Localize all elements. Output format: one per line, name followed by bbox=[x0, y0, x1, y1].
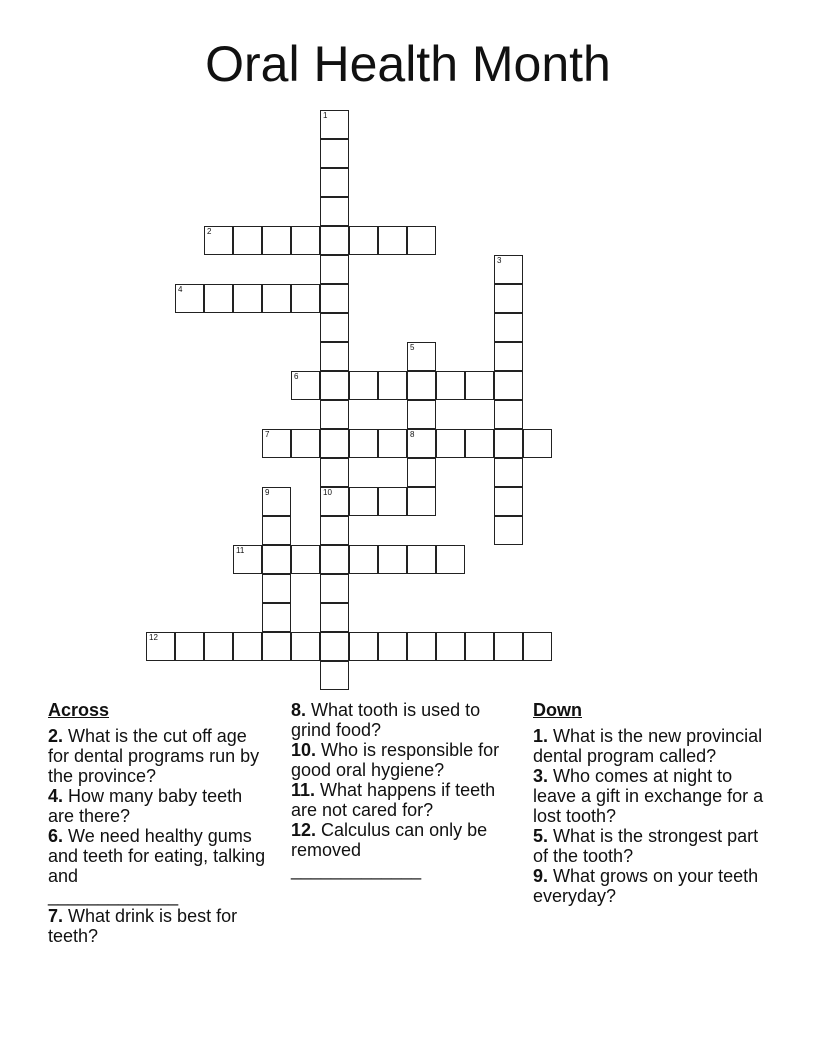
grid-cell[interactable] bbox=[262, 284, 291, 313]
clue-number: 9. bbox=[533, 866, 549, 886]
grid-cell[interactable] bbox=[233, 226, 262, 255]
across-heading: Across bbox=[48, 700, 110, 720]
grid-cell[interactable] bbox=[494, 516, 523, 545]
clue-across-10 bbox=[291, 740, 513, 780]
cell-number: 5 bbox=[410, 343, 415, 352]
grid-cell[interactable] bbox=[320, 429, 349, 458]
clue-text: What grows on your teeth everyday? bbox=[533, 866, 759, 906]
clue-number: 7. bbox=[48, 906, 64, 926]
grid-cell[interactable] bbox=[378, 545, 407, 574]
clue-down-9 bbox=[533, 866, 773, 906]
clue-across-2 bbox=[48, 726, 270, 786]
grid-cell[interactable] bbox=[262, 632, 291, 661]
grid-cell[interactable] bbox=[320, 487, 349, 516]
grid-cell[interactable] bbox=[262, 226, 291, 255]
clue-number: 6. bbox=[48, 826, 64, 846]
grid-cell[interactable] bbox=[262, 429, 291, 458]
grid-cell[interactable] bbox=[465, 371, 494, 400]
clue-text: What is the new provincial dental program called? bbox=[533, 726, 763, 766]
clue-text: What happens if teeth are not cared for? bbox=[291, 780, 496, 820]
clue-text: Who is responsible for good oral hygiene? bbox=[291, 740, 500, 780]
grid-cell[interactable] bbox=[320, 284, 349, 313]
grid-cell[interactable] bbox=[378, 226, 407, 255]
grid-cell[interactable] bbox=[233, 284, 262, 313]
cell-number: 12 bbox=[149, 633, 158, 642]
clue-across-12 bbox=[291, 820, 513, 880]
grid-cell[interactable] bbox=[523, 632, 552, 661]
grid-cell[interactable] bbox=[291, 429, 320, 458]
grid-cell[interactable] bbox=[320, 313, 349, 342]
grid-cell[interactable] bbox=[320, 545, 349, 574]
clues-down-column bbox=[533, 700, 773, 906]
grid-cell[interactable] bbox=[320, 168, 349, 197]
clue-text: We need healthy gums and teeth for eating, talking and bbox=[48, 826, 266, 886]
clue-down-5 bbox=[533, 826, 773, 866]
clue-down-3 bbox=[533, 766, 773, 826]
down-heading: Down bbox=[533, 700, 582, 720]
clue-number: 4. bbox=[48, 786, 64, 806]
clue-text: What is the strongest part of the tooth? bbox=[533, 826, 759, 866]
grid-cell[interactable] bbox=[494, 429, 523, 458]
grid-cell[interactable] bbox=[407, 371, 436, 400]
clue-text: Calculus can only be removed bbox=[291, 820, 488, 860]
clue-number: 8. bbox=[291, 700, 307, 720]
grid-cell[interactable] bbox=[494, 632, 523, 661]
clue-text: How many baby teeth are there? bbox=[48, 786, 243, 826]
grid-cell[interactable] bbox=[320, 342, 349, 371]
grid-cell[interactable] bbox=[320, 371, 349, 400]
grid-cell[interactable] bbox=[494, 400, 523, 429]
clue-text: What tooth is used to grind food? bbox=[291, 700, 481, 740]
grid-cell[interactable] bbox=[320, 197, 349, 226]
clue-across-7 bbox=[48, 906, 270, 946]
grid-cell[interactable] bbox=[291, 226, 320, 255]
grid-cell[interactable] bbox=[320, 226, 349, 255]
grid-cell[interactable] bbox=[262, 574, 291, 603]
grid-cell[interactable] bbox=[320, 661, 349, 690]
grid-cell[interactable] bbox=[204, 226, 233, 255]
grid-cell[interactable] bbox=[291, 545, 320, 574]
grid-cell[interactable] bbox=[320, 632, 349, 661]
grid-cell[interactable] bbox=[378, 487, 407, 516]
answer-blank: _____________ bbox=[48, 886, 179, 906]
grid-cell[interactable] bbox=[204, 284, 233, 313]
grid-cell[interactable] bbox=[407, 487, 436, 516]
grid-cell[interactable] bbox=[349, 226, 378, 255]
grid-cell[interactable] bbox=[494, 255, 523, 284]
grid-cell[interactable] bbox=[175, 632, 204, 661]
grid-cell[interactable] bbox=[436, 632, 465, 661]
clue-number: 3. bbox=[533, 766, 549, 786]
cell-number: 6 bbox=[294, 372, 299, 381]
clue-across-6 bbox=[48, 826, 270, 906]
grid-cell[interactable] bbox=[494, 313, 523, 342]
clue-across-4 bbox=[48, 786, 270, 826]
grid-cell[interactable] bbox=[407, 342, 436, 371]
grid-cell[interactable] bbox=[465, 632, 494, 661]
grid-cell[interactable] bbox=[494, 458, 523, 487]
grid-cell[interactable] bbox=[436, 371, 465, 400]
grid-cell[interactable] bbox=[407, 458, 436, 487]
grid-cell[interactable] bbox=[407, 632, 436, 661]
clue-text: Who comes at night to leave a gift in exchange for a lost tooth? bbox=[533, 766, 764, 826]
grid-cell[interactable] bbox=[349, 632, 378, 661]
grid-cell[interactable] bbox=[262, 516, 291, 545]
grid-cell[interactable] bbox=[233, 632, 262, 661]
grid-cell[interactable] bbox=[378, 429, 407, 458]
grid-cell[interactable] bbox=[320, 574, 349, 603]
grid-cell[interactable] bbox=[407, 400, 436, 429]
cell-number: 8 bbox=[410, 430, 415, 439]
clue-across-8 bbox=[291, 700, 513, 740]
puzzle-title: Oral Health Month bbox=[205, 36, 611, 92]
grid-cell[interactable] bbox=[349, 371, 378, 400]
cell-number: 1 bbox=[323, 111, 328, 120]
clue-text: What drink is best for teeth? bbox=[48, 906, 238, 946]
grid-cell[interactable] bbox=[175, 284, 204, 313]
clue-number: 1. bbox=[533, 726, 549, 746]
grid-cell[interactable] bbox=[349, 487, 378, 516]
grid-cell[interactable] bbox=[407, 226, 436, 255]
grid-cell[interactable] bbox=[465, 429, 494, 458]
clue-down-1 bbox=[533, 726, 773, 766]
clues-across-column-1 bbox=[48, 700, 270, 946]
grid-cell[interactable] bbox=[262, 487, 291, 516]
cell-number: 4 bbox=[178, 285, 183, 294]
grid-cell[interactable] bbox=[523, 429, 552, 458]
grid-cell[interactable] bbox=[436, 545, 465, 574]
grid-cell[interactable] bbox=[407, 545, 436, 574]
grid-cell[interactable] bbox=[494, 371, 523, 400]
grid-cell[interactable] bbox=[146, 632, 175, 661]
clues-across-column-2 bbox=[291, 700, 513, 880]
clue-number: 12. bbox=[291, 820, 317, 840]
clue-number: 11. bbox=[291, 780, 316, 800]
clue-number: 10. bbox=[291, 740, 317, 760]
cell-number: 3 bbox=[497, 256, 502, 265]
grid-cell[interactable] bbox=[320, 255, 349, 284]
grid-cell[interactable] bbox=[204, 632, 233, 661]
grid-cell[interactable] bbox=[494, 342, 523, 371]
cell-number: 11 bbox=[236, 546, 245, 555]
grid-cell[interactable] bbox=[320, 139, 349, 168]
grid-cell[interactable] bbox=[291, 632, 320, 661]
cell-number: 10 bbox=[323, 488, 332, 497]
grid-cell[interactable] bbox=[320, 458, 349, 487]
cell-number: 2 bbox=[207, 227, 212, 236]
grid-cell[interactable] bbox=[494, 284, 523, 313]
grid-cell[interactable] bbox=[349, 545, 378, 574]
grid-cell[interactable] bbox=[436, 429, 465, 458]
clue-text: What is the cut off age for dental programs run by the province? bbox=[48, 726, 260, 786]
grid-cell[interactable] bbox=[262, 545, 291, 574]
grid-cell[interactable] bbox=[233, 545, 262, 574]
grid-cell[interactable] bbox=[320, 516, 349, 545]
cell-number: 9 bbox=[265, 488, 270, 497]
grid-cell[interactable] bbox=[494, 487, 523, 516]
grid-cell[interactable] bbox=[407, 429, 436, 458]
grid-cell[interactable] bbox=[349, 429, 378, 458]
clue-number: 5. bbox=[533, 826, 549, 846]
clue-number: 2. bbox=[48, 726, 64, 746]
grid-cell[interactable] bbox=[378, 632, 407, 661]
grid-cell[interactable] bbox=[378, 371, 407, 400]
grid-cell[interactable] bbox=[320, 400, 349, 429]
grid-cell[interactable] bbox=[291, 371, 320, 400]
cell-number: 7 bbox=[265, 430, 270, 439]
clue-across-11 bbox=[291, 780, 513, 820]
grid-cell[interactable] bbox=[262, 603, 291, 632]
grid-cell[interactable] bbox=[320, 110, 349, 139]
grid-cell[interactable] bbox=[291, 284, 320, 313]
answer-blank: _____________ bbox=[291, 860, 422, 880]
grid-cell[interactable] bbox=[320, 603, 349, 632]
